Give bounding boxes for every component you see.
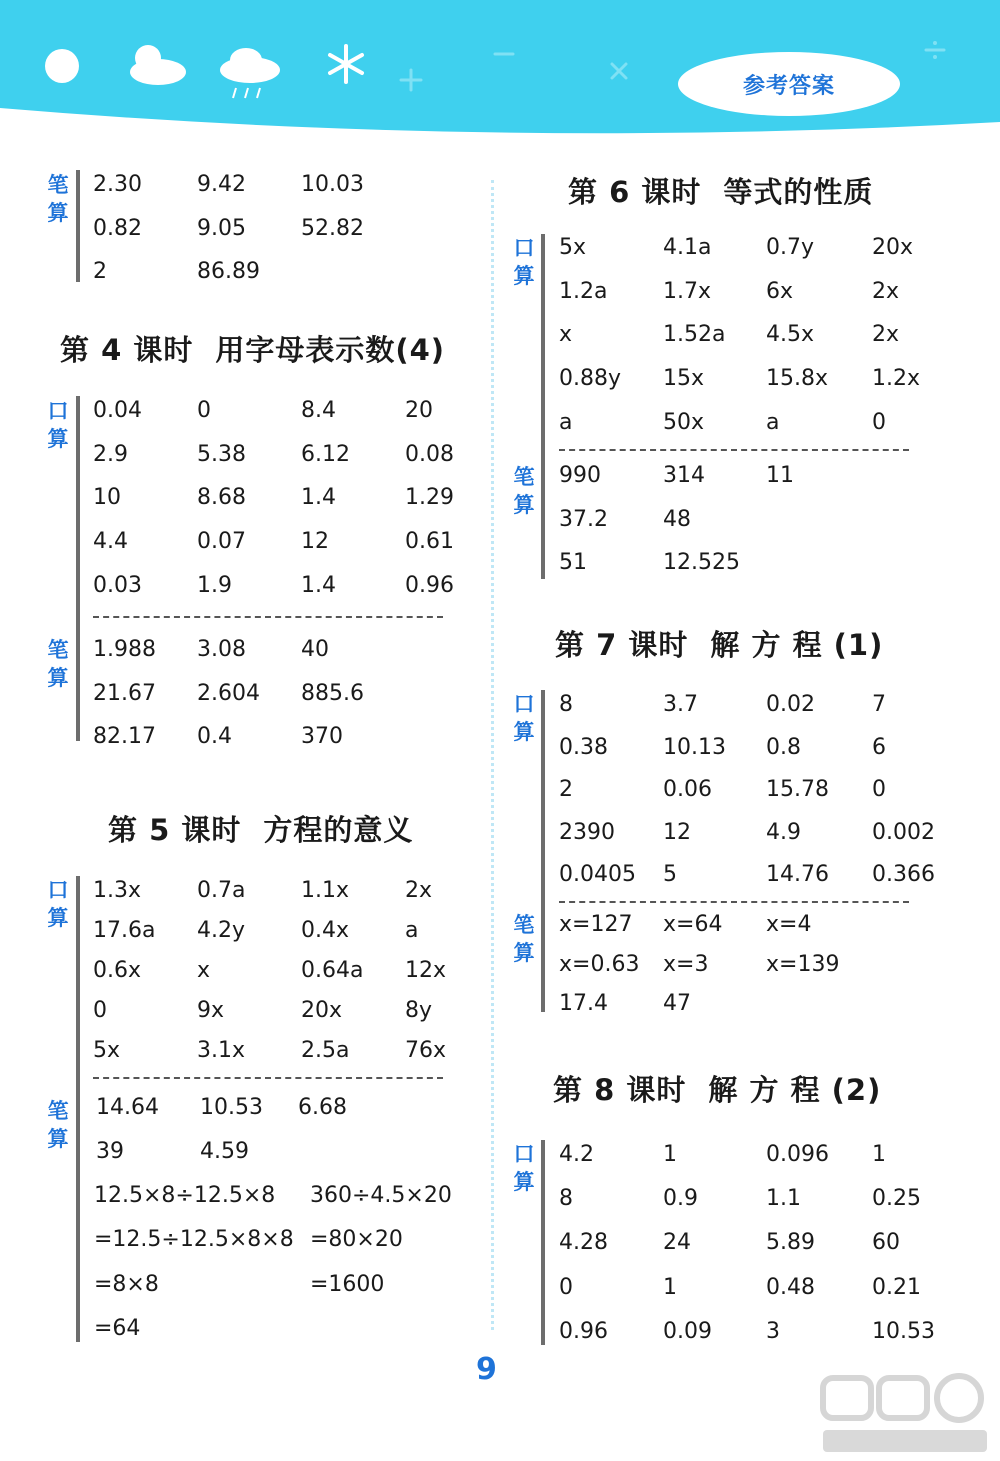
answer-cell: 17.4 bbox=[559, 991, 608, 1016]
answer-cell: x bbox=[559, 322, 573, 348]
lesson6-written-label: 笔算 bbox=[513, 465, 535, 517]
answer-cell: 0.25 bbox=[872, 1186, 921, 1212]
answer-cell: 3.1x bbox=[197, 1038, 246, 1063]
watermark-logo bbox=[815, 1368, 995, 1458]
dashed-separator bbox=[559, 901, 909, 903]
answer-cell: 0.88y bbox=[559, 366, 622, 392]
lesson5-heading: 第 5 课时 方程的意义 bbox=[108, 813, 414, 847]
answer-cell: 0.21 bbox=[872, 1274, 921, 1300]
lesson6-heading: 第 6 课时 等式的性质 bbox=[568, 175, 874, 209]
answer-cell: =12.5÷12.5×8×8 bbox=[94, 1227, 294, 1253]
answer-cell: 885.6 bbox=[301, 680, 364, 706]
answer-cell: 6.68 bbox=[298, 1095, 347, 1120]
answer-cell: 0.96 bbox=[405, 572, 454, 598]
answer-cell: 2.30 bbox=[93, 172, 142, 197]
answer-cell: 2390 bbox=[559, 819, 615, 845]
dashed-separator bbox=[93, 1077, 443, 1079]
answer-cell: 1.7x bbox=[663, 278, 712, 304]
lesson8-oral-label: 口算 bbox=[513, 1142, 535, 1194]
answer-cell: 5x bbox=[559, 235, 587, 260]
lesson8-heading: 第 8 课时 解 方 程 (2) bbox=[553, 1073, 882, 1107]
answer-cell: 50x bbox=[663, 409, 705, 435]
answer-cell: 12.525 bbox=[663, 550, 740, 575]
answer-cell: 3 bbox=[766, 1318, 780, 1344]
lesson6-oral-label: 口算 bbox=[513, 236, 535, 288]
page-number: 9 bbox=[476, 1352, 497, 1387]
answer-cell: 10.53 bbox=[872, 1318, 935, 1344]
answer-cell: 82.17 bbox=[93, 724, 156, 749]
lesson5-oral-label: 口算 bbox=[47, 878, 69, 930]
answer-cell: 2 bbox=[93, 259, 107, 284]
answer-cell: 0.0405 bbox=[559, 862, 636, 887]
answer-cell: 0.096 bbox=[766, 1142, 829, 1167]
answer-cell: 0.6x bbox=[93, 958, 142, 983]
answer-cell: 39 bbox=[96, 1139, 124, 1164]
answer-cell: 12 bbox=[663, 819, 691, 845]
answer-cell: 21.67 bbox=[93, 680, 156, 706]
answer-cell: 20x bbox=[872, 235, 914, 260]
answer-cell: 9x bbox=[197, 998, 225, 1023]
answer-cell: 0.366 bbox=[872, 862, 935, 887]
answer-cell: 2x bbox=[872, 322, 900, 348]
answer-cell: 0.03 bbox=[93, 572, 142, 598]
answer-cell: 47 bbox=[663, 991, 691, 1016]
sun-icon bbox=[45, 49, 79, 83]
answer-cell: 4.28 bbox=[559, 1230, 608, 1256]
answer-cell: 0 bbox=[872, 777, 886, 802]
answer-cell: a bbox=[559, 409, 573, 435]
answer-cell: 6.12 bbox=[301, 441, 350, 467]
answer-cell: 9.05 bbox=[197, 215, 246, 241]
answer-cell: 1 bbox=[872, 1142, 886, 1167]
answer-cell: 4.9 bbox=[766, 819, 801, 845]
answer-cell: 5.38 bbox=[197, 441, 246, 467]
answer-cell: 8 bbox=[559, 1186, 573, 1212]
answer-cell: 6x bbox=[766, 278, 794, 304]
answer-cell: 37.2 bbox=[559, 506, 608, 532]
answer-cell: 6 bbox=[872, 734, 886, 760]
answer-cell: 0.82 bbox=[93, 215, 142, 241]
answer-cell: 76x bbox=[405, 1038, 447, 1063]
answer-cell: 1 bbox=[663, 1274, 677, 1300]
answer-cell: 60 bbox=[872, 1230, 900, 1256]
answer-cell: x=4 bbox=[766, 912, 812, 937]
answer-cell: 4.4 bbox=[93, 529, 128, 555]
answer-cell: 5x bbox=[93, 1038, 121, 1063]
answer-cell: 0 bbox=[197, 398, 211, 423]
answer-cell: 10.53 bbox=[200, 1095, 263, 1120]
answer-cell: 4.1a bbox=[663, 235, 712, 260]
answer-cell: 0 bbox=[93, 998, 107, 1023]
answer-cell: 1.4 bbox=[301, 485, 336, 511]
answer-cell: 24 bbox=[663, 1230, 691, 1256]
answer-cell: 0.8 bbox=[766, 734, 801, 760]
answer-cell: 4.59 bbox=[200, 1139, 249, 1164]
answer-cell: 0 bbox=[872, 409, 886, 435]
answer-cell: 15x bbox=[663, 366, 705, 392]
answer-cell: 0.02 bbox=[766, 692, 815, 717]
answer-cell: 4.5x bbox=[766, 322, 815, 348]
answer-cell: =80×20 bbox=[310, 1227, 403, 1253]
answer-cell: 86.89 bbox=[197, 259, 260, 284]
answer-cell: 0.4x bbox=[301, 918, 350, 943]
answer-cell: 3.7 bbox=[663, 692, 698, 717]
answer-cell: 10 bbox=[93, 485, 121, 511]
answer-cell: 10.13 bbox=[663, 734, 726, 760]
answer-cell: 1 bbox=[663, 1142, 677, 1167]
answer-cell: 1.2x bbox=[872, 366, 921, 392]
answer-cell: 0 bbox=[559, 1274, 573, 1300]
answer-cell: 0.38 bbox=[559, 734, 608, 760]
answer-cell: 2.9 bbox=[93, 441, 128, 467]
answer-cell: 48 bbox=[663, 506, 691, 532]
answer-cell: 0.07 bbox=[197, 529, 246, 555]
answer-cell: 15.8x bbox=[766, 366, 829, 392]
answer-cell: x bbox=[197, 958, 211, 983]
answer-cell: x=127 bbox=[559, 912, 633, 937]
lesson7-oral-label: 口算 bbox=[513, 692, 535, 744]
answer-cell: 9.42 bbox=[197, 172, 246, 197]
answer-cell: 2x bbox=[405, 878, 433, 903]
lesson4-written-label: 笔算 bbox=[47, 638, 69, 690]
section-bar bbox=[76, 876, 80, 1342]
answer-cell: 4.2y bbox=[197, 918, 246, 943]
answer-cell: 11 bbox=[766, 463, 794, 488]
answer-cell: 2x bbox=[872, 278, 900, 304]
answer-cell: 52.82 bbox=[301, 215, 364, 241]
answer-cell: 360÷4.5×20 bbox=[310, 1183, 452, 1208]
section-bar bbox=[541, 234, 545, 579]
answer-cell: 14.64 bbox=[96, 1095, 159, 1120]
answer-cell: 370 bbox=[301, 724, 343, 749]
answer-cell: 0.04 bbox=[93, 398, 142, 423]
lesson7-heading: 第 7 课时 解 方 程 (1) bbox=[555, 628, 884, 662]
answer-cell: 0.48 bbox=[766, 1274, 815, 1300]
answer-cell: 2.5a bbox=[301, 1038, 350, 1063]
section-bar bbox=[541, 1140, 545, 1345]
answer-cell: 12.5×8÷12.5×8 bbox=[94, 1183, 276, 1208]
answer-cell: 20 bbox=[405, 398, 433, 423]
answer-cell: =1600 bbox=[310, 1271, 385, 1297]
answer-cell: 17.6a bbox=[93, 918, 156, 943]
dashed-separator bbox=[93, 616, 443, 618]
answer-cell: 20x bbox=[301, 998, 343, 1023]
answer-cell: 5 bbox=[663, 862, 677, 887]
answer-cell: 0.06 bbox=[663, 777, 712, 802]
lesson4-oral-label: 口算 bbox=[47, 399, 69, 451]
answer-cell: a bbox=[766, 409, 780, 435]
answer-cell: 10.03 bbox=[301, 172, 364, 197]
answer-cell: 5.89 bbox=[766, 1230, 815, 1256]
answer-cell: 15.78 bbox=[766, 777, 829, 802]
answer-cell: 51 bbox=[559, 550, 587, 575]
lesson7-written-label: 笔算 bbox=[513, 913, 535, 965]
answer-cell: 8y bbox=[405, 998, 433, 1023]
answer-cell: a bbox=[405, 918, 419, 943]
answer-cell: 3.08 bbox=[197, 637, 246, 662]
column-divider bbox=[491, 180, 494, 1330]
answer-cell: =64 bbox=[94, 1315, 141, 1341]
answer-cell: 990 bbox=[559, 463, 601, 488]
answer-cell: 1.988 bbox=[93, 637, 156, 662]
section-bar bbox=[76, 170, 80, 282]
answer-cell: 1.9 bbox=[197, 572, 232, 598]
answer-cell: 0.64a bbox=[301, 958, 364, 983]
answer-cell: 8.68 bbox=[197, 485, 246, 511]
answer-cell: 0.9 bbox=[663, 1186, 698, 1212]
answer-cell: 4.2 bbox=[559, 1142, 594, 1167]
dashed-separator bbox=[559, 449, 909, 451]
answer-cell: 2.604 bbox=[197, 680, 260, 706]
answer-cell: 40 bbox=[301, 637, 329, 662]
answer-cell: 12 bbox=[301, 529, 329, 555]
answer-cell: 1.1 bbox=[766, 1186, 801, 1212]
answer-cell: 14.76 bbox=[766, 862, 829, 887]
answer-cell: 0.7y bbox=[766, 235, 815, 260]
answer-cell: 0.002 bbox=[872, 819, 935, 845]
answer-cell: x=139 bbox=[766, 951, 840, 977]
answer-cell: 0.4 bbox=[197, 724, 232, 749]
answer-cell: 1.4 bbox=[301, 572, 336, 598]
answer-cell: 8 bbox=[559, 692, 573, 717]
answer-cell: 1.1x bbox=[301, 878, 350, 903]
answer-cell: x=64 bbox=[663, 912, 723, 937]
answer-cell: x=0.63 bbox=[559, 951, 640, 977]
written-calc-label: 笔算 bbox=[47, 173, 69, 225]
answer-cell: 1.29 bbox=[405, 485, 454, 511]
answer-cell: 7 bbox=[872, 692, 886, 717]
answer-cell: 0.08 bbox=[405, 441, 454, 467]
answer-cell: 2 bbox=[559, 777, 573, 802]
section-bar bbox=[76, 396, 80, 741]
answer-cell: 8.4 bbox=[301, 398, 336, 423]
answer-cell: =8×8 bbox=[94, 1271, 159, 1297]
answer-key-badge: 参考答案 bbox=[678, 52, 900, 116]
lesson4-heading: 第 4 课时 用字母表示数(4) bbox=[60, 333, 446, 367]
answer-cell: 0.61 bbox=[405, 529, 454, 555]
answer-cell: 1.52a bbox=[663, 322, 726, 348]
answer-cell: 1.2a bbox=[559, 278, 608, 304]
answer-cell: 12x bbox=[405, 958, 447, 983]
lesson5-written-label: 笔算 bbox=[47, 1099, 69, 1151]
answer-cell: 0.09 bbox=[663, 1318, 712, 1344]
answer-cell: 1.3x bbox=[93, 878, 142, 903]
answer-cell: 0.96 bbox=[559, 1318, 608, 1344]
answer-cell: x=3 bbox=[663, 951, 709, 977]
answer-cell: 0.7a bbox=[197, 878, 246, 903]
answer-cell: 314 bbox=[663, 463, 705, 488]
section-bar bbox=[541, 690, 545, 1012]
